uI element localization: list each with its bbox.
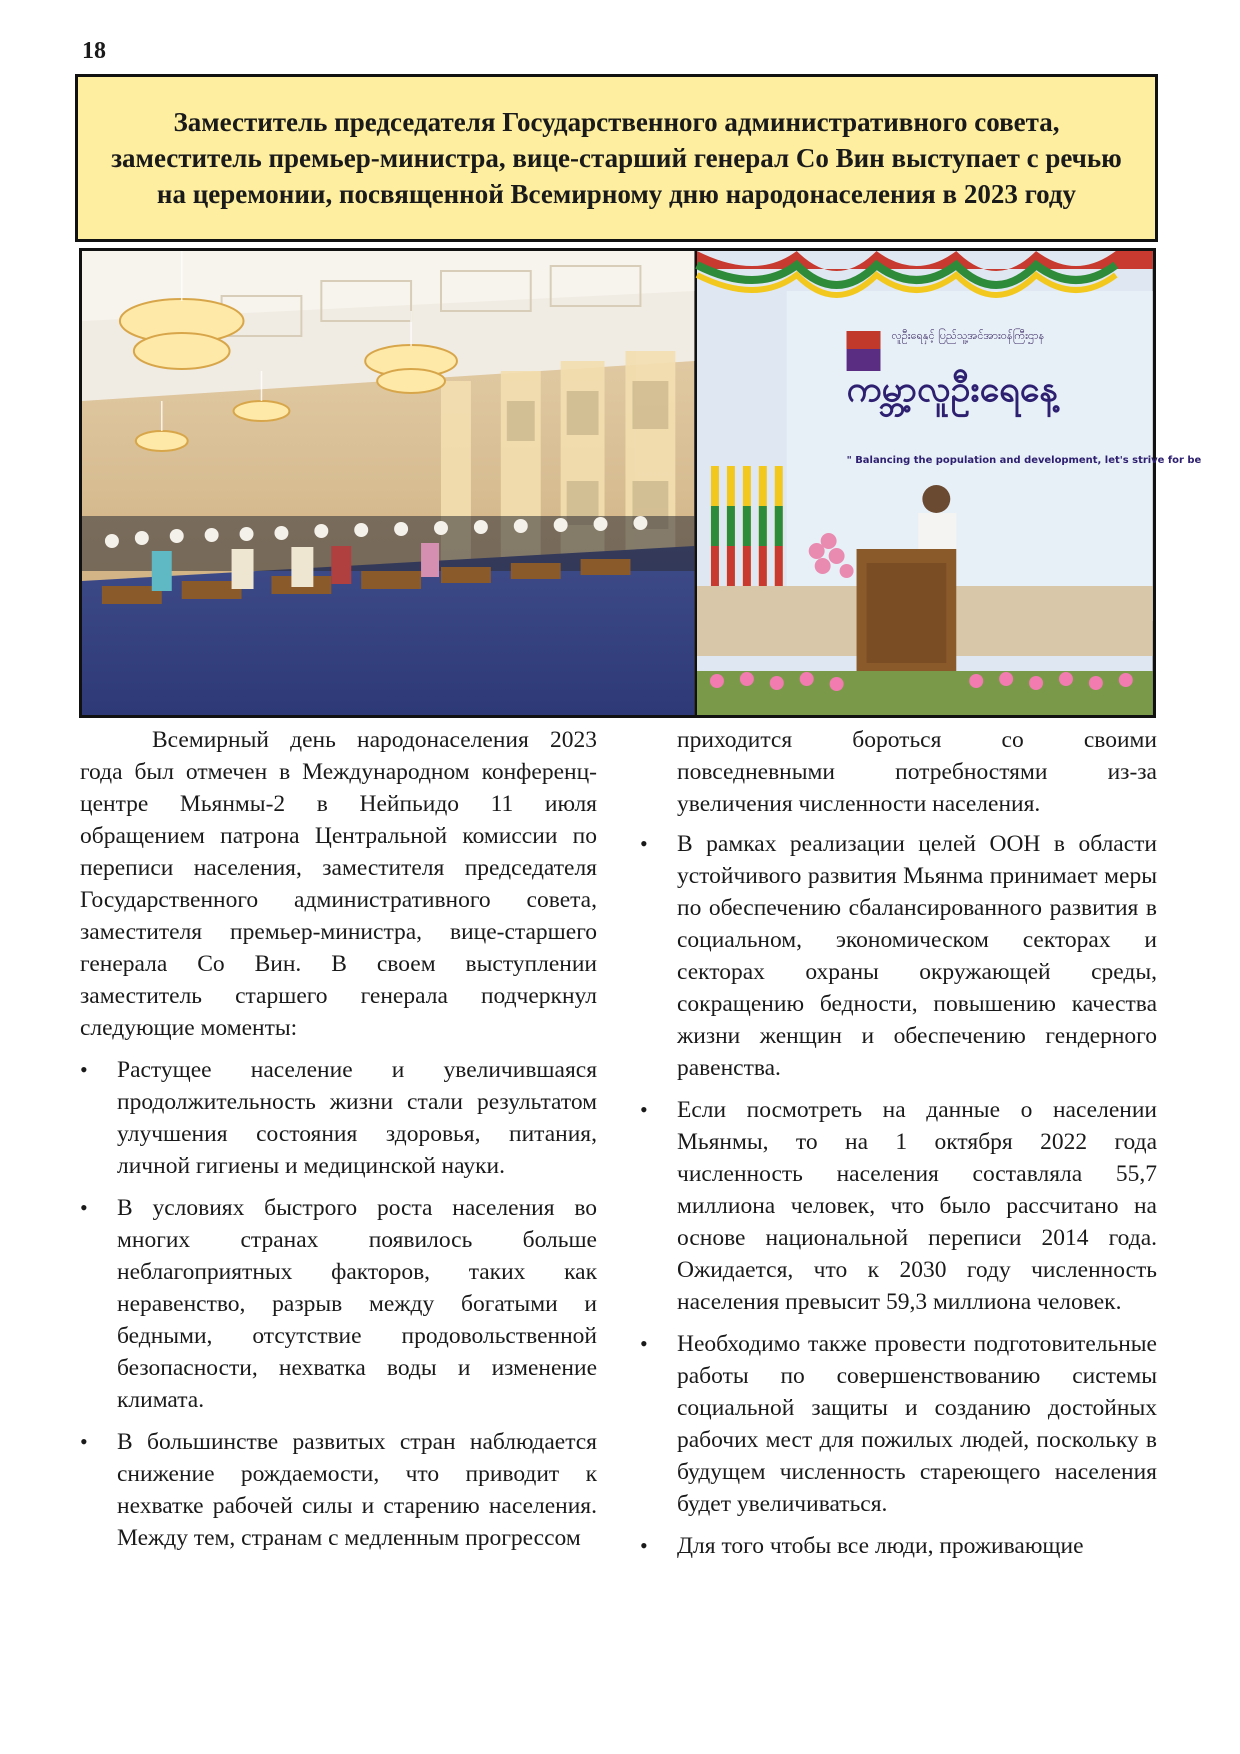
article-body bbox=[80, 724, 1157, 1572]
bullet-icon: • bbox=[640, 1331, 648, 1356]
banner-caption: " Balancing the population and development, let's strive for be bbox=[846, 454, 1202, 467]
headline: Заместитель председателя Государственного административного совета, заместитель премьер-министра, вице-старший генерал Со Вин выступает с речью на церемонии, посвященной Всемирному дню народонаселения в 2023 году bbox=[111, 107, 1122, 209]
continued-paragraph: приходится бороться со своими повседневными потребностями из-за увеличения численности населения. bbox=[677, 727, 1157, 817]
list-item: • Если посмотреть на данные о населении Мьянмы, то на 1 октября 2022 года численность населения составляла 55,7 миллиона человек, что было рассчитано на основе национальной переписи 2014 года. Ожидается, что к 2030 году численность населения превысит 59,3 миллиона человек. bbox=[640, 1094, 1157, 1318]
bullet-icon: • bbox=[640, 1097, 648, 1122]
page-number: 18 bbox=[82, 38, 106, 64]
right-bullet-list bbox=[640, 828, 1157, 1562]
headline-box bbox=[75, 74, 1158, 242]
banner-title: ကမ္ဘာ့လူဦးရေနေ့ bbox=[846, 368, 1059, 411]
bullet-icon: • bbox=[640, 1533, 648, 1558]
speaker-podium-photo bbox=[697, 251, 1202, 715]
conference-hall-illustration bbox=[82, 251, 694, 715]
bullet-icon: • bbox=[80, 1195, 88, 1220]
list-item: • В условиях быстрого роста населения во многих странах появилось больше неблагоприятных факторов, таких как неравенство, разрыв между богатыми и бедными, отсутствие продовольственной безопасности, нехватка воды и изменение климата. bbox=[80, 1192, 597, 1416]
left-bullet-list bbox=[80, 1054, 597, 1554]
photo-strip bbox=[79, 248, 1202, 718]
list-item: • Необходимо также провести подготовительные работы по совершенствованию системы социальной защиты и созданию достойных рабочих мест для пожилых людей, поскольку в будущем численность стареющего населения будет увеличиваться. bbox=[640, 1328, 1157, 1520]
intro-paragraph: Всемирный день народонаселения 2023 года был отмечен в Международном конференц-центре Мьянмы-2 в Нейпьидо 11 июля обращением патрона Центральной комиссии по переписи населения, заместителя председателя Государственного административного совета, заместителя премьер-министра, вице-старшего генерала Со Вин. В своем выступлении заместитель старшего генерала подчеркнул следующие моменты: bbox=[80, 727, 597, 1041]
bullet-icon: • bbox=[640, 831, 648, 856]
speaker-podium-illustration bbox=[697, 251, 1202, 715]
left-column bbox=[80, 724, 597, 1572]
list-item: • В большинстве развитых стран наблюдается снижение рождаемости, что приводит к нехватке рабочей силы и старению населения. Между тем, странам с медленным прогрессом bbox=[80, 1426, 597, 1554]
right-column bbox=[640, 724, 1157, 1572]
svg-text:လူဦးရေနှင့် ပြည်သူ့အင်အားဝန်ကြ: လူဦးရေနှင့် ပြည်သူ့အင်အားဝန်ကြီးဌာန bbox=[891, 328, 1045, 343]
list-item: • В рамках реализации целей ООН в области устойчивого развития Мьянма принимает меры по обеспечению сбалансированного развития в социальном, экономическом секторах и секторах охраны окружающей среды, сокращению бедности, повышению качества жизни женщин и обеспечению гендерного равенства. bbox=[640, 828, 1157, 1084]
bullet-icon: • bbox=[80, 1057, 88, 1082]
bullet-icon: • bbox=[80, 1429, 88, 1454]
list-item: • Для того чтобы все люди, проживающие bbox=[640, 1530, 1157, 1562]
list-item: • Растущее население и увеличившаяся продолжительность жизни стали результатом улучшения состояния здоровья, питания, личной гигиены и медицинской науки. bbox=[80, 1054, 597, 1182]
conference-hall-photo bbox=[82, 251, 694, 715]
